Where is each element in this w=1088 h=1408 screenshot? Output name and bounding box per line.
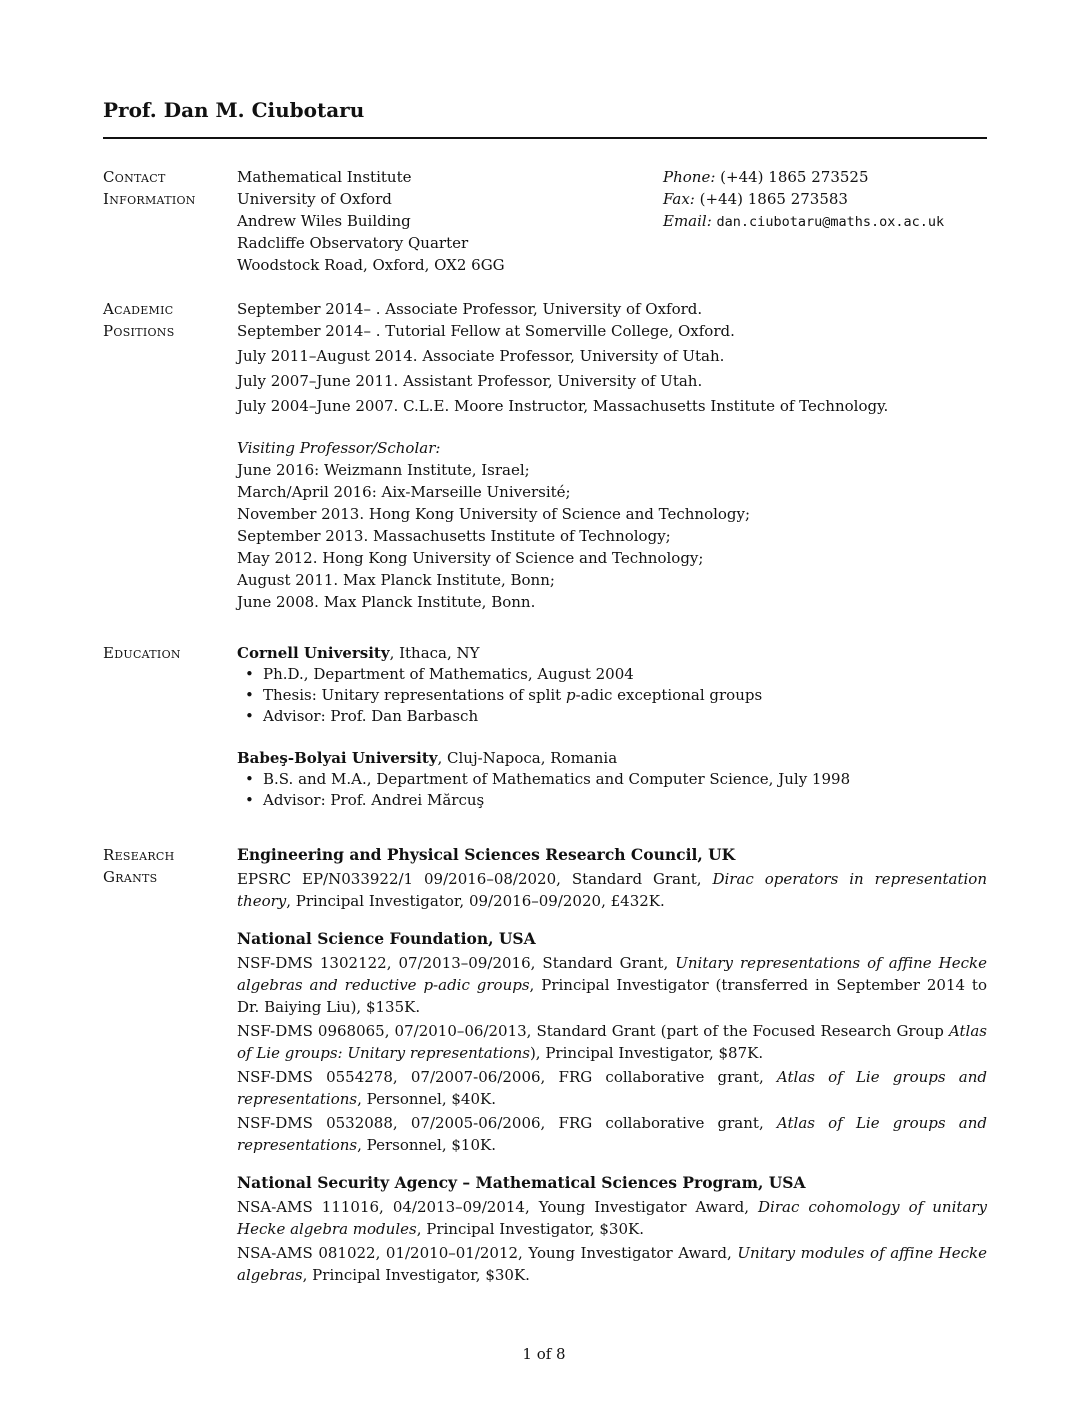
position-item: September 2014– . Tutorial Fellow at Somerville College, Oxford. <box>237 322 735 340</box>
grant-entry: NSA-AMS 111016, 04/2013–09/2014, Young Investigator Award, Dirac cohomology of unitary Hecke algebra modules, Principal Investigator, $30K. <box>237 1198 987 1238</box>
grant-entry: NSA-AMS 081022, 01/2010–01/2012, Young Investigator Award, Unitary modules of affine Hecke algebras, Principal Investigator, $30K. <box>237 1244 987 1284</box>
visiting-item: June 2016: Weizmann Institute, Israel; <box>237 461 530 479</box>
title-rule <box>103 137 987 139</box>
position-item: September 2014– . Associate Professor, University of Oxford. <box>237 300 703 318</box>
grant-group-title: National Security Agency – Mathematical Sciences Program, USA <box>237 1173 806 1192</box>
page-title: Prof. Dan M. Ciubotaru <box>103 98 365 122</box>
school-heading: Cornell University, Ithaca, NY <box>237 644 480 662</box>
section-label-positions: Academic Positions <box>103 300 175 340</box>
list-item: • Thesis: Unitary representations of split p-adic exceptional groups <box>263 685 987 706</box>
visiting-item: August 2011. Max Planck Institute, Bonn; <box>237 571 555 589</box>
list-item: • Ph.D., Department of Mathematics, August 2004 <box>263 664 987 685</box>
grant-entry: NSF-DMS 0968065, 07/2010–06/2013, Standard Grant (part of the Focused Research Group Atlas of Lie groups: Unitary representations), Principal Investigator, $87K. <box>237 1022 987 1062</box>
visiting-item: March/April 2016: Aix-Marseille Université; <box>237 483 571 501</box>
grant-group-title: National Science Foundation, USA <box>237 929 536 948</box>
fax-number: (+44) 1865 273583 <box>699 190 848 208</box>
list-item: • Advisor: Prof. Andrei Mărcuş <box>263 790 987 811</box>
contact-details: Phone: (+44) 1865 273525 Fax: (+44) 1865 273583 Email: dan.ciubotaru@maths.ox.ac.uk <box>663 168 945 230</box>
visiting-item: June 2008. Max Planck Institute, Bonn. <box>237 593 536 611</box>
phone-number: (+44) 1865 273525 <box>720 168 869 186</box>
grant-entry: NSF-DMS 0554278, 07/2007-06/2006, FRG collaborative grant, Atlas of Lie groups and representations, Personnel, $40K. <box>237 1068 987 1108</box>
email-link[interactable]: dan.ciubotaru@maths.ox.ac.uk <box>716 214 945 230</box>
section-label-contact: Contact Information <box>103 168 196 208</box>
school-details <box>237 664 987 727</box>
position-item: July 2007–June 2011. Assistant Professor, University of Utah. <box>237 372 703 390</box>
visiting-item: November 2013. Hong Kong University of Science and Technology; <box>237 505 751 523</box>
section-label-education: Education <box>103 644 181 662</box>
education-list <box>237 642 987 811</box>
positions-list <box>237 298 987 613</box>
list-item: • Advisor: Prof. Dan Barbasch <box>263 706 987 727</box>
visiting-item: September 2013. Massachusetts Institute of Technology; <box>237 527 671 545</box>
grant-entry: NSF-DMS 0532088, 07/2005-06/2006, FRG collaborative grant, Atlas of Lie groups and representations, Personnel, $10K. <box>237 1114 987 1154</box>
visiting-heading: Visiting Professor/Scholar: <box>237 439 441 457</box>
grant-entry: NSF-DMS 1302122, 07/2013–09/2016, Standard Grant, Unitary representations of affine Hecke algebras and reductive p-adic groups, Principal Investigator (transferred in September 2014 to Dr. Baiying Liu), $135K. <box>237 954 988 1016</box>
grant-entry: EPSRC EP/N033922/1 09/2016–08/2020, Standard Grant, Dirac operators in representation theory, Principal Investigator, 09/2016–09/2020, £432K. <box>237 870 988 910</box>
grant-group-title: Engineering and Physical Sciences Research Council, UK <box>237 845 736 864</box>
visiting-item: May 2012. Hong Kong University of Science and Technology; <box>237 549 704 567</box>
school-heading: Babeş-Bolyai University, Cluj-Napoca, Romania <box>237 749 618 767</box>
list-item: • B.S. and M.A., Department of Mathematics and Computer Science, July 1998 <box>263 769 987 790</box>
position-item: July 2011–August 2014. Associate Professor, University of Utah. <box>237 347 725 365</box>
section-label-grants: Research Grants <box>103 846 175 886</box>
contact-address: Mathematical Institute University of Oxford Andrew Wiles Building Radcliffe Observatory Quarter Woodstock Road, Oxford, OX2 6GG <box>237 168 505 274</box>
grants-list <box>237 844 987 1286</box>
page-number: 1 of 8 <box>522 1345 566 1363</box>
position-item: July 2004–June 2007. C.L.E. Moore Instructor, Massachusetts Institute of Technology. <box>237 397 889 415</box>
school-details <box>237 769 987 811</box>
